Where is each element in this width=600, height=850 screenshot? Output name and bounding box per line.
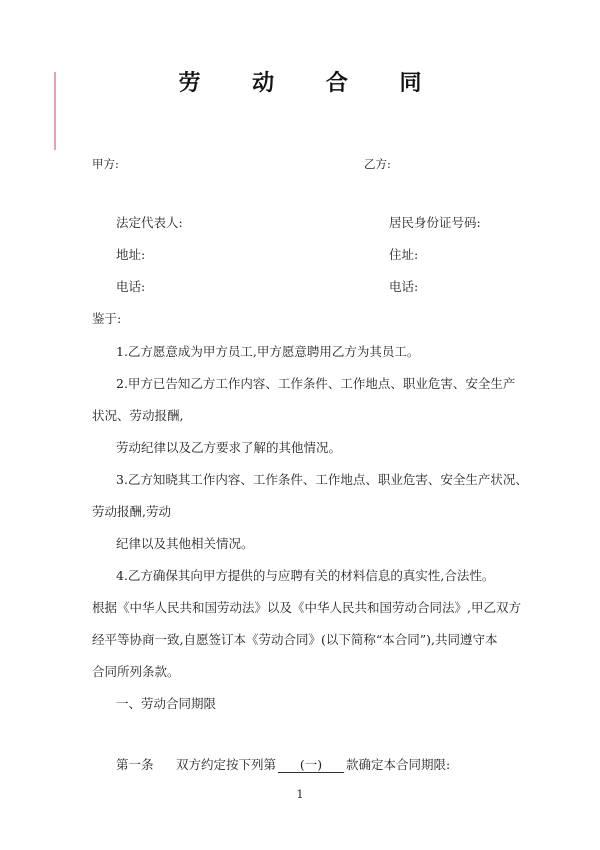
whereas-label: 鉴于: xyxy=(92,311,122,326)
id-number-field: 居民身份证号码: xyxy=(389,215,481,230)
residence-field: 住址: xyxy=(389,247,419,262)
clause-1: 1.乙方愿意成为甲方员工,甲方愿意聘用乙方为其员工。 xyxy=(116,344,420,359)
clause-4: 4.乙方确保其向甲方提供的与应聘有关的材料信息的真实性,合法性。 xyxy=(116,568,495,583)
article-1-text-after: 款确定本合同期限: xyxy=(346,757,451,772)
party-a-label: 甲方: xyxy=(92,157,119,171)
party-a-phone-field: 电话: xyxy=(116,279,146,294)
legal-basis-line-1: 根据《中华人民共和国劳动法》以及《中华人民共和国劳动合同法》,甲乙双方 xyxy=(92,600,521,615)
article-1-number: 第一条 xyxy=(116,757,154,772)
party-b-phone-field: 电话: xyxy=(389,279,419,294)
legal-basis-line-3: 合同所列条款。 xyxy=(92,664,180,679)
term-option-blank: (一) xyxy=(278,758,344,773)
clause-2-line-2: 状况、劳动报酬, xyxy=(92,408,184,423)
document-title: 劳 动 合 同 xyxy=(178,70,444,96)
page-number: 1 xyxy=(296,788,304,801)
article-1-text xyxy=(176,755,450,773)
clause-3-line-1: 3.乙方知晓其工作内容、工作条件、工作地点、职业危害、安全生产状况、 xyxy=(116,472,528,487)
clause-3-line-3: 纪律以及其他相关情况。 xyxy=(116,536,254,551)
clause-2-line-3: 劳动纪律以及乙方要求了解的其他情况。 xyxy=(116,440,342,455)
legal-basis-line-2: 经平等协商一致,自愿签订本《劳动合同》(以下简称“本合同”),共同遵守本 xyxy=(92,632,498,647)
address-field: 地址: xyxy=(116,247,146,262)
legal-representative-field: 法定代表人: xyxy=(116,215,183,230)
party-b-label: 乙方: xyxy=(364,157,391,171)
section-heading: 一、劳动合同期限 xyxy=(116,696,217,711)
clause-3-line-2: 劳动报酬,劳动 xyxy=(92,504,171,519)
clause-2-line-1: 2.甲方已告知乙方工作内容、工作条件、工作地点、职业危害、安全生产 xyxy=(116,376,516,391)
article-1-text-before: 双方约定按下列第 xyxy=(176,757,277,772)
